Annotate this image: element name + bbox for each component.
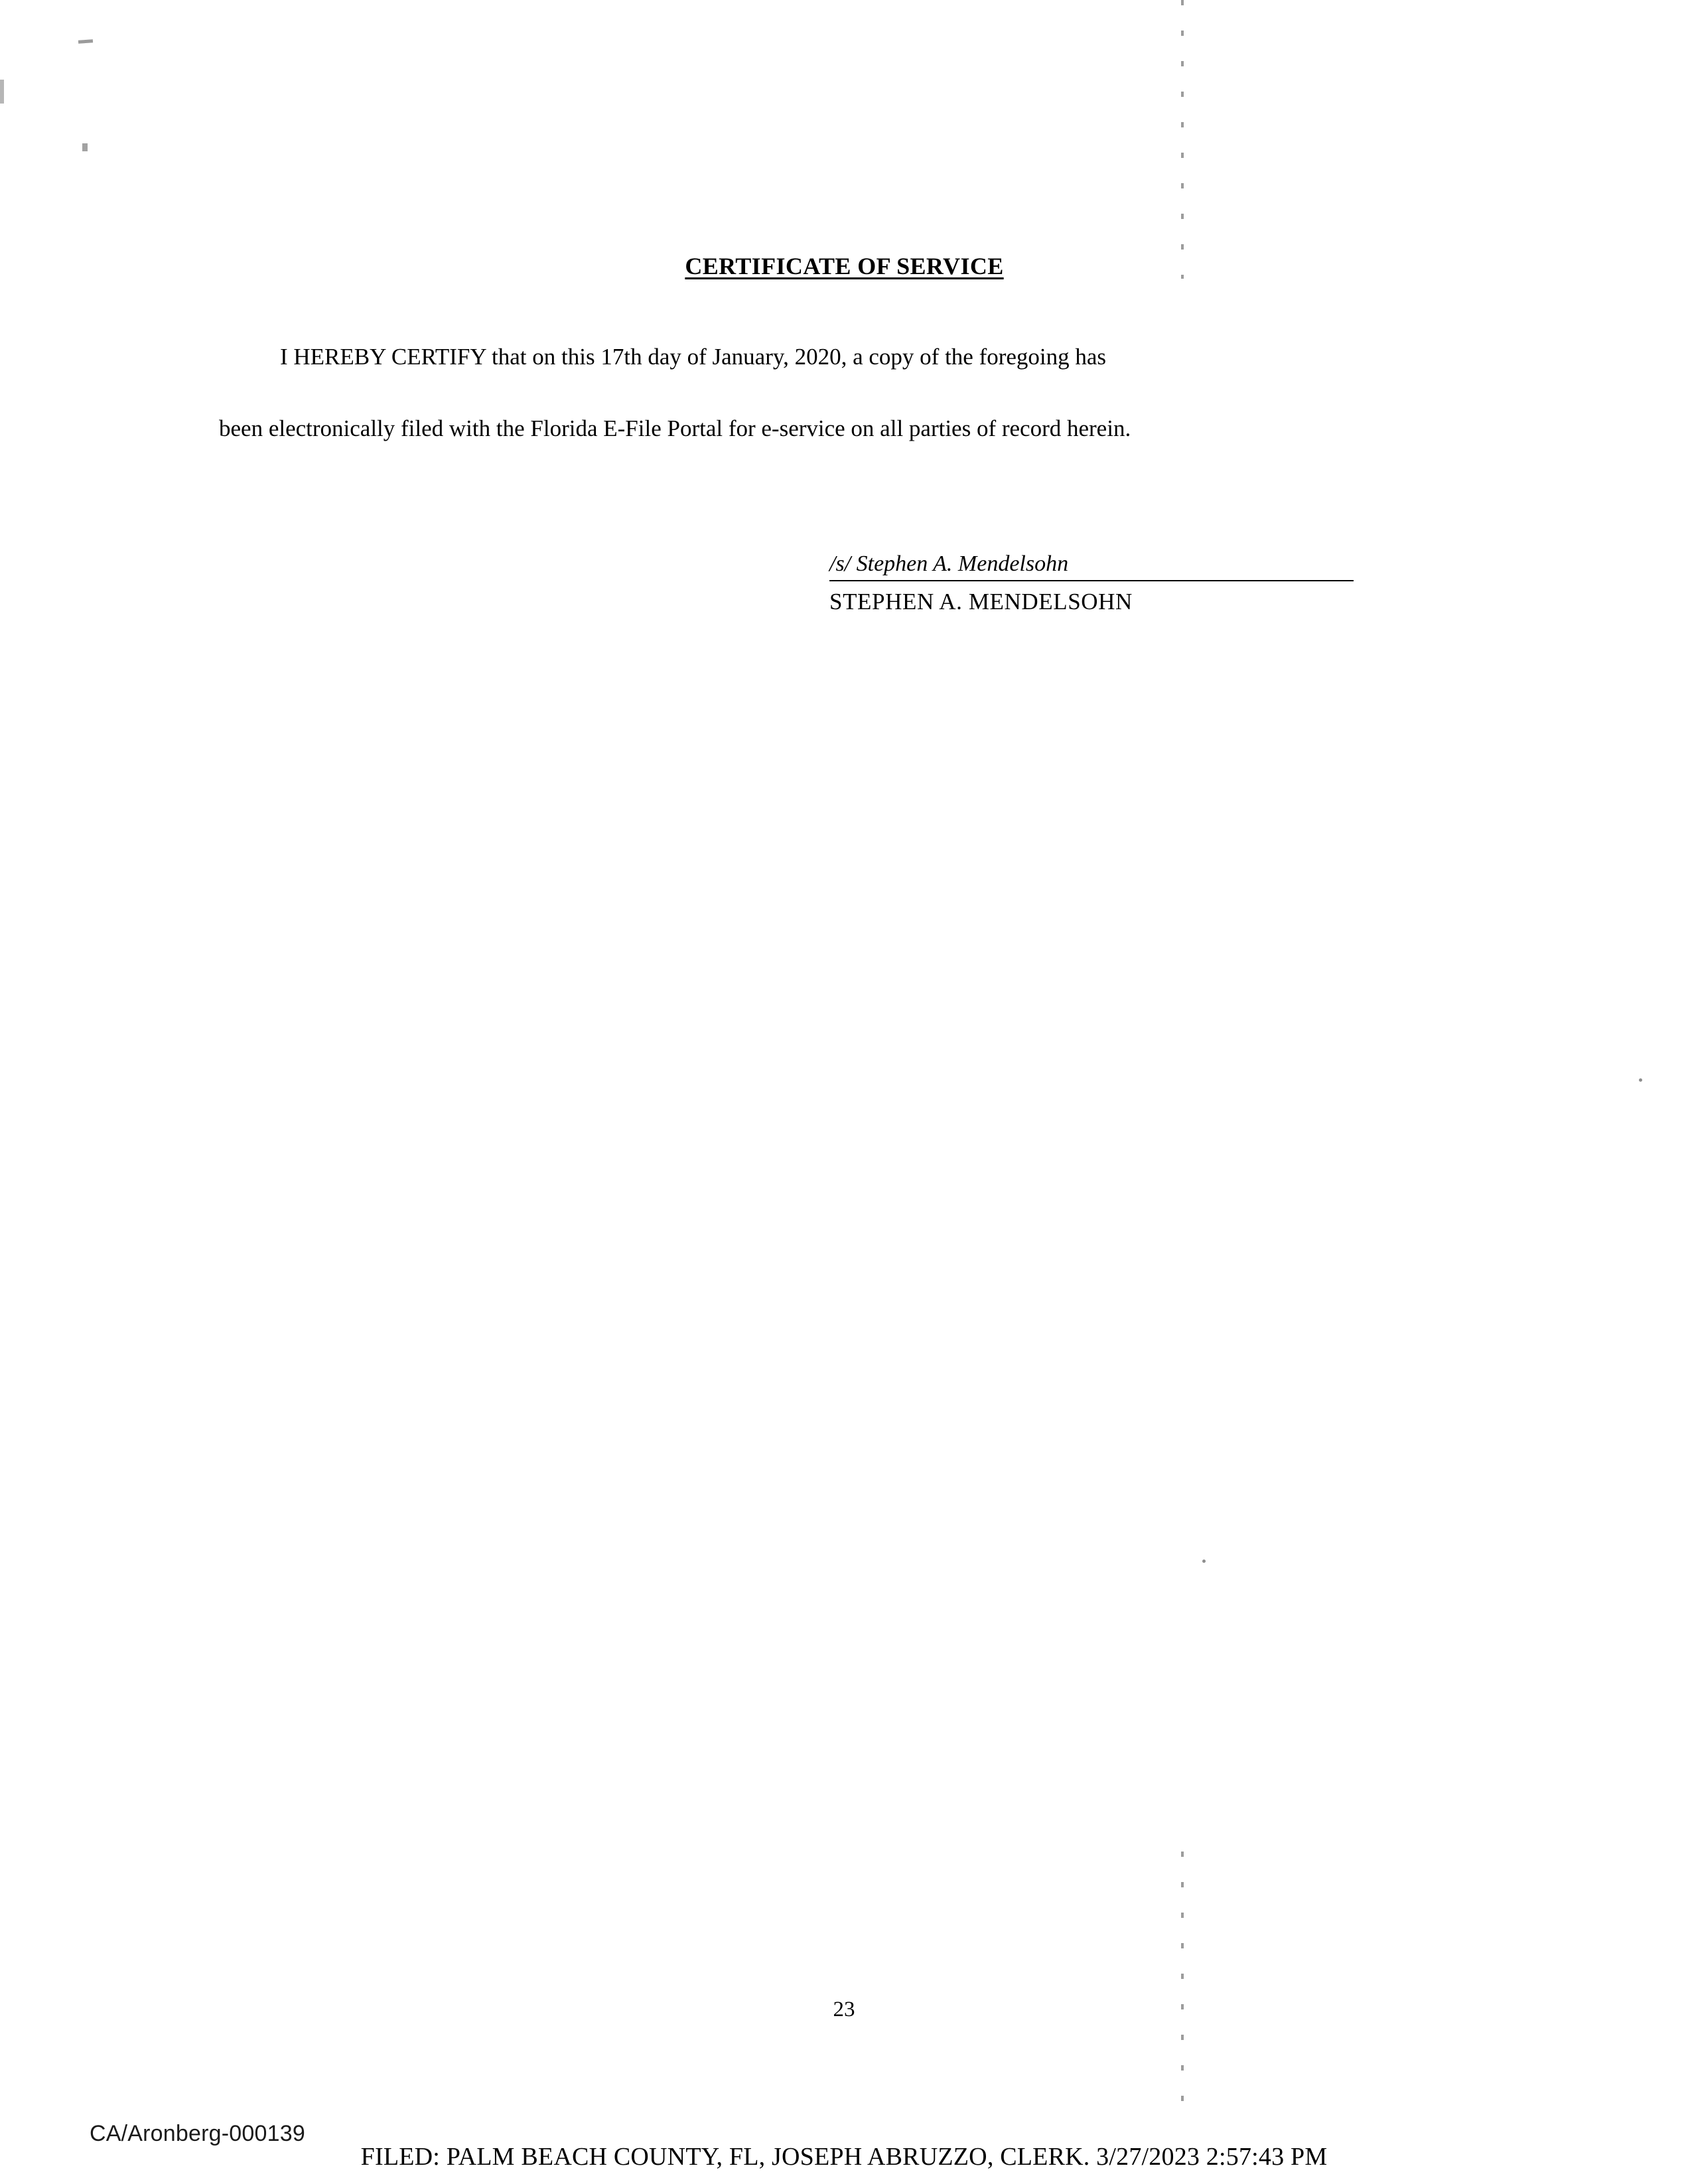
scan-speck-icon <box>1202 1560 1206 1563</box>
dotted-rule-icon <box>1181 1852 1184 2117</box>
scan-artifact-icon <box>82 143 88 151</box>
page-number: 23 <box>833 1998 855 2021</box>
signatory-name: STEPHEN A. MENDELSOHN <box>829 589 1133 615</box>
dotted-rule-icon <box>1181 0 1184 279</box>
certificate-of-service-heading: CERTIFICATE OF SERVICE <box>685 253 1004 279</box>
certificate-paragraph-line-2: been electronically filed with the Florida E-File Portal for e-service on all parties of record herein. <box>219 415 1131 441</box>
scan-speck-icon <box>1639 1078 1642 1082</box>
scan-artifact-icon <box>78 39 93 44</box>
bates-number: CA/Aronberg-000139 <box>90 2121 305 2146</box>
electronic-signature: /s/ Stephen A. Mendelsohn <box>829 549 1354 581</box>
clerk-filed-stamp: FILED: PALM BEACH COUNTY, FL, JOSEPH ABRUZZO, CLERK. 3/27/2023 2:57:43 PM <box>360 2143 1328 2171</box>
certificate-paragraph <box>219 321 1470 465</box>
scan-artifact-icon <box>0 80 4 104</box>
certificate-paragraph-line-1: I HEREBY CERTIFY that on this 17th day of January, 2020, a copy of the foregoing has <box>280 344 1107 370</box>
signature-block <box>829 549 1367 617</box>
document-body <box>219 252 1470 617</box>
